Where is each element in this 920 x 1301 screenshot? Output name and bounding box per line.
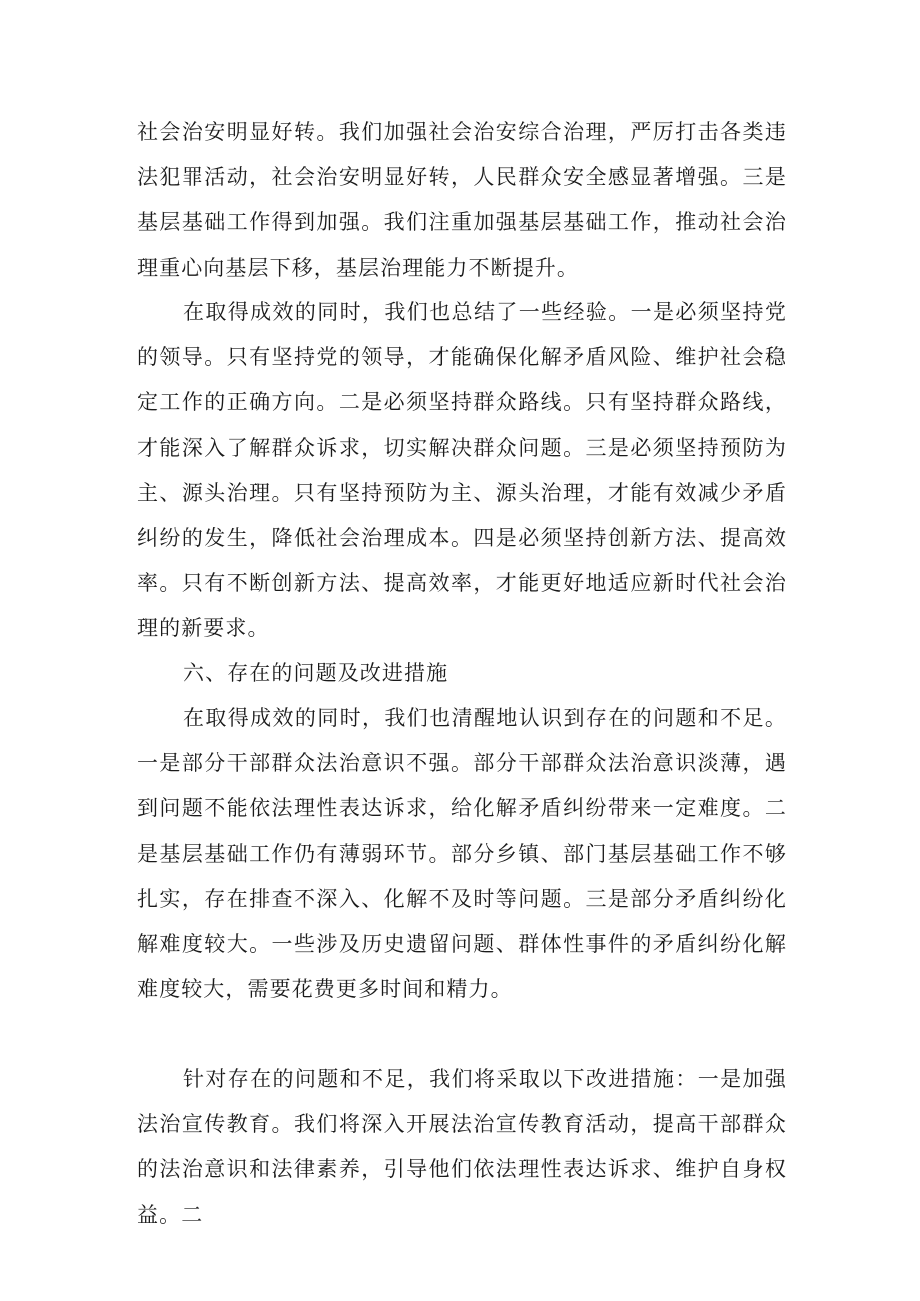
paragraph-experience: 在取得成效的同时，我们也总结了一些经验。一是必须坚持党的领导。只有坚持党的领导，才能确保化解矛盾风险、维护社会稳定工作的正确方向。二是必须坚持群众路线。只有坚持群众路线，才能深入了解群众诉求，切实解决群众问题。三是必须坚持预防为主、源头治理。只有坚持预防为主、源头治理，才能有效减少矛盾纠纷的发生，降低社会治理成本。四是必须坚持创新方法、提高效率。只有不断创新方法、提高效率，才能更好地适应新时代社会治理的新要求。: [137, 300, 787, 641]
paragraph-measures: 针对存在的问题和不足，我们将采取以下改进措施：一是加强法治宣传教育。我们将深入开展法治宣传教育活动，提高干部群众的法治意识和法律素养，引导他们依法理性表达诉求、维护自身权益。二: [137, 1067, 787, 1227]
paragraph-problems: 在取得成效的同时，我们也清醒地认识到存在的问题和不足。一是部分干部群众法治意识不强。部分干部群众法治意识淡薄，遇到问题不能依法理性表达诉求，给化解矛盾纠纷带来一定难度。二是基层基础工作仍有薄弱环节。部分乡镇、部门基层基础工作不够扎实，存在排查不深入、化解不及时等问题。三是部分矛盾纠纷化解难度较大。一些涉及历史遗留问题、群体性事件的矛盾纠纷化解难度较大，需要花费更多时间和精力。: [137, 706, 787, 1002]
paragraph-continued: 社会治安明显好转。我们加强社会治安综合治理，严厉打击各类违法犯罪活动，社会治安明显好转，人民群众安全感显著增强。三是基层基础工作得到加强。我们注重加强基层基础工作，推动社会治理重心向基层下移，基层治理能力不断提升。: [137, 120, 787, 280]
section-heading: 六、存在的问题及改进措施: [183, 661, 449, 685]
